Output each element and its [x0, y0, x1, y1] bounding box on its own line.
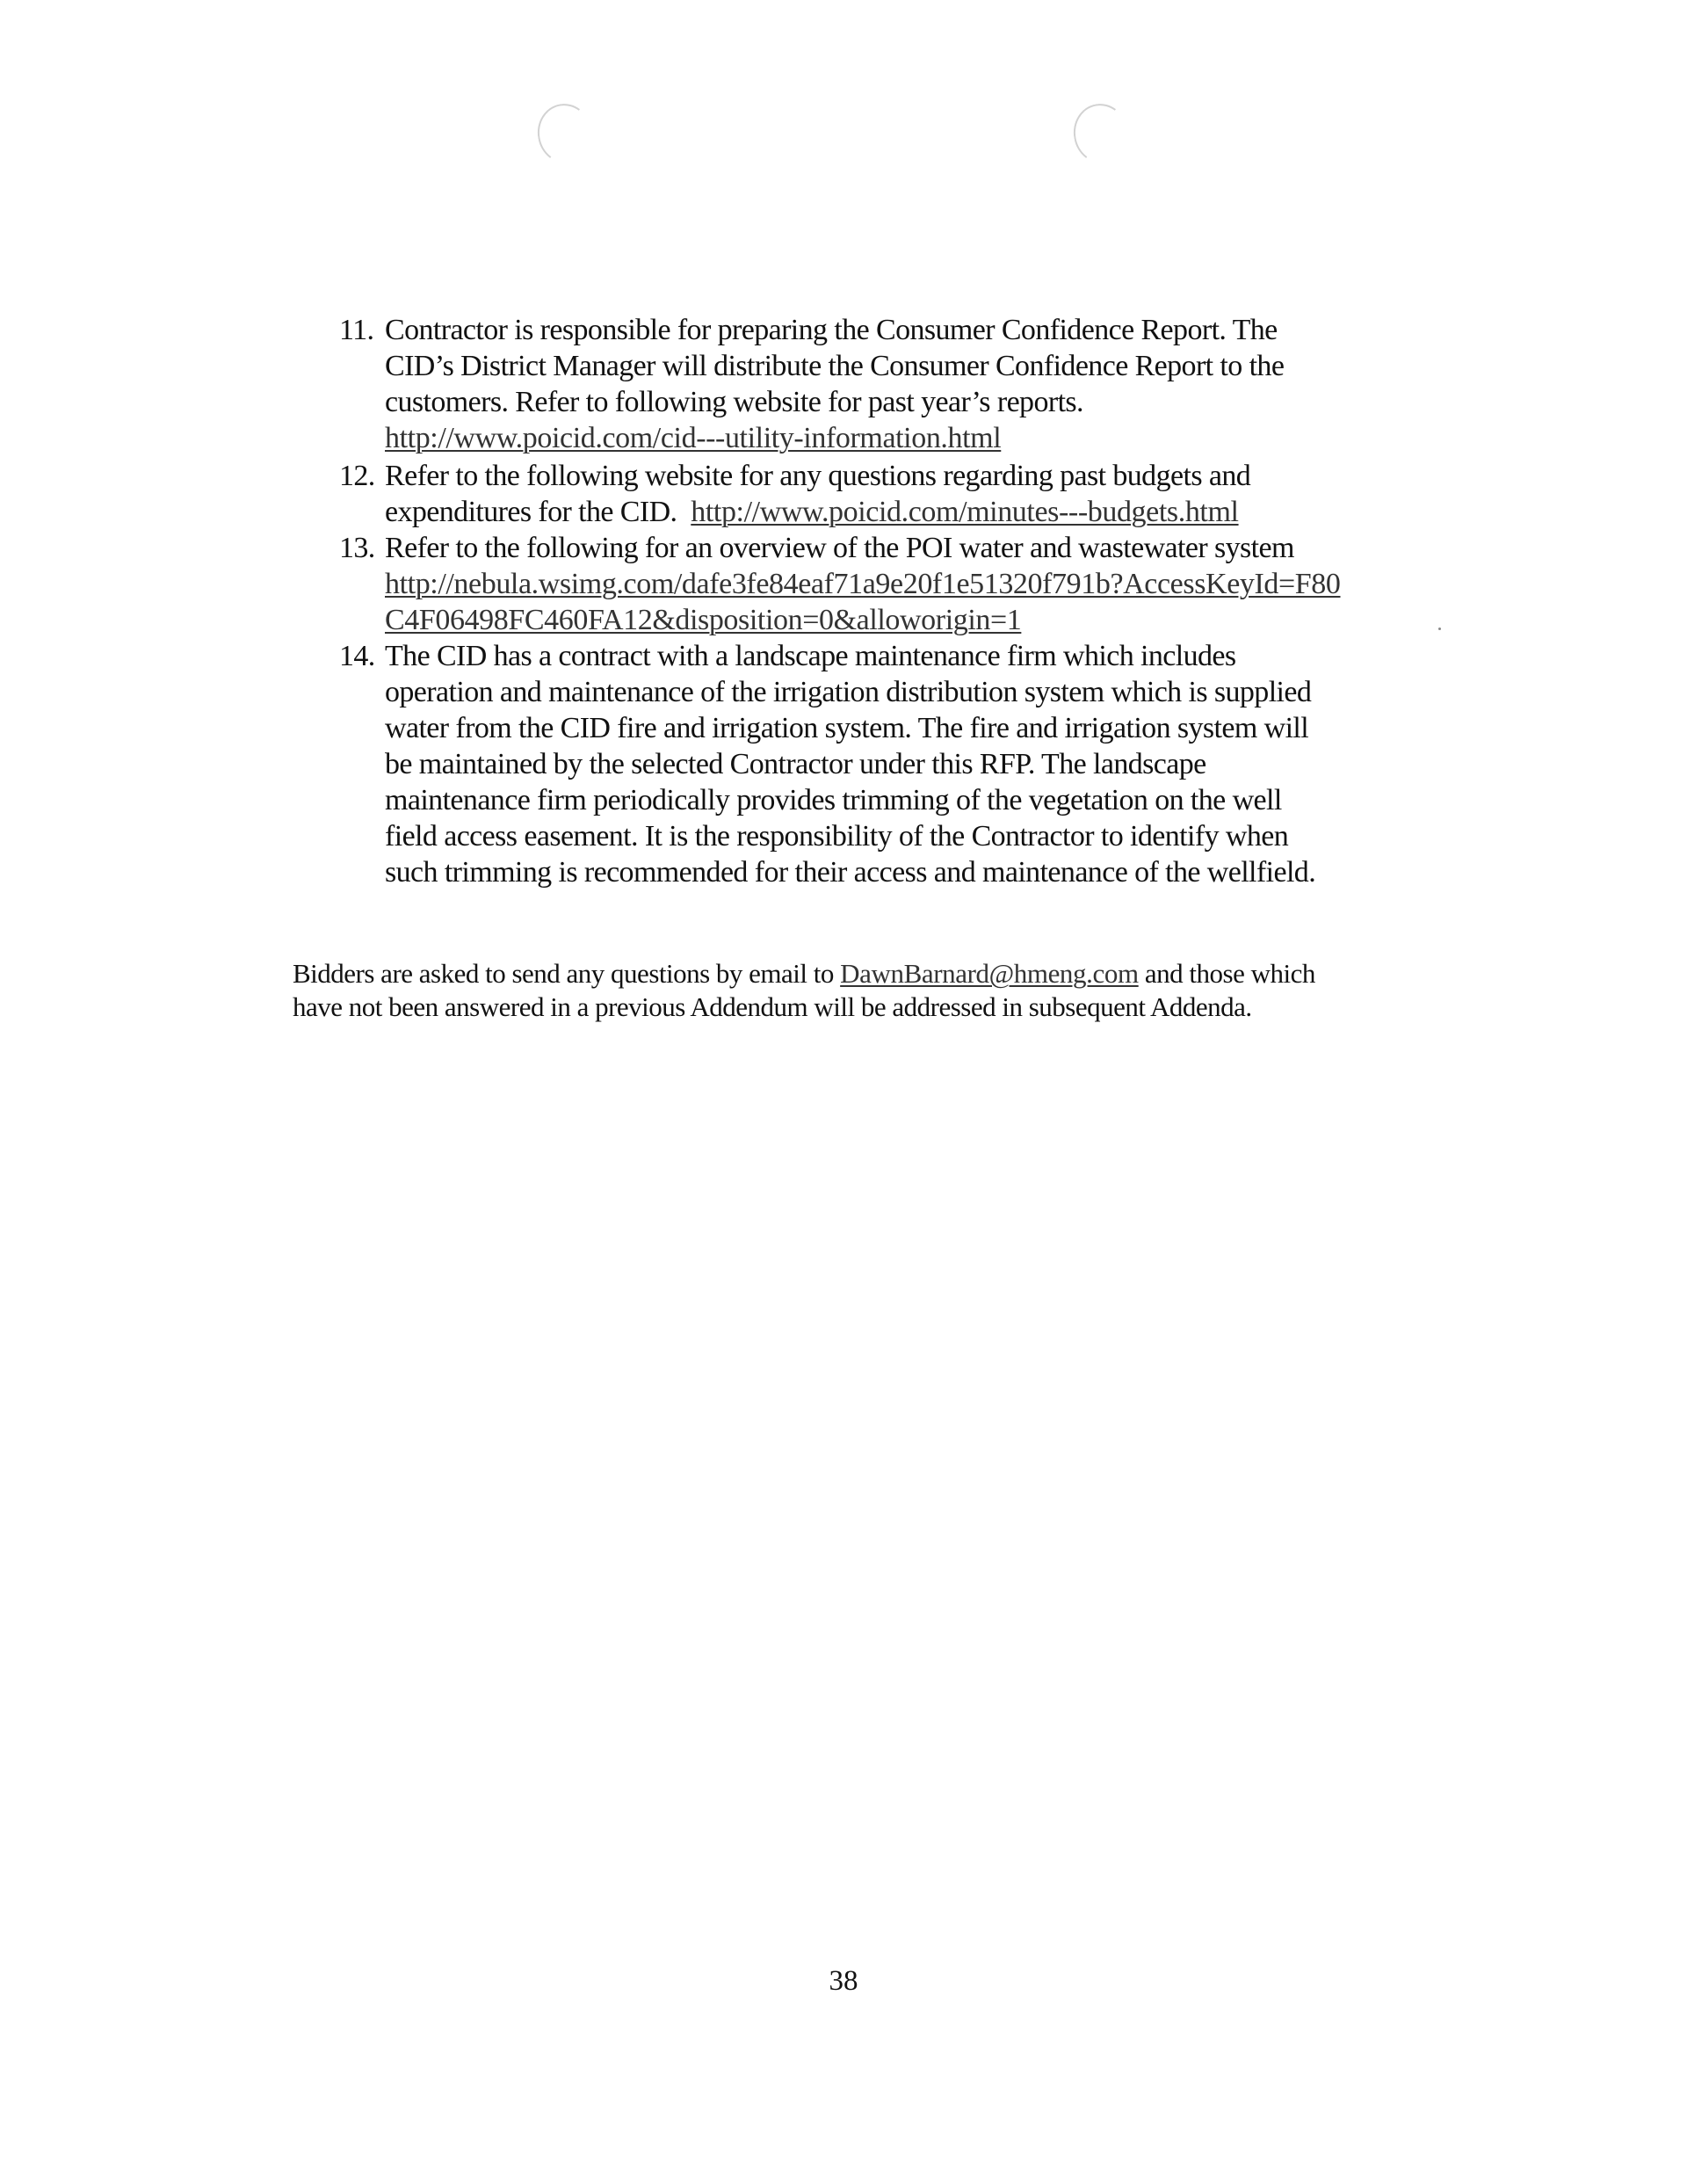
list-item-14: [339, 638, 1437, 890]
item-text-line: CID’s District Manager will distribute the Consumer Confidence Report to the: [385, 350, 1285, 382]
item-body: [385, 638, 1437, 890]
item-number: 14.: [339, 640, 375, 672]
item-text-line: water from the CID fire and irrigation system. The fire and irrigation system will: [385, 712, 1309, 744]
utility-information-link[interactable]: http://www.poicid.com/cid---utility-information.html: [385, 422, 1002, 454]
closing-text: and those which: [1138, 958, 1315, 989]
item-text-line: maintenance firm periodically provides trimming of the vegetation on the well: [385, 784, 1282, 816]
punch-hole-right: [1069, 99, 1133, 168]
item-text-line: Refer to the following for an overview of the POI water and wastewater system: [385, 532, 1294, 564]
item-body: [385, 458, 1437, 530]
closing-text: Bidders are asked to send any questions by email to: [293, 958, 841, 989]
item-number: 13.: [339, 532, 375, 564]
item-body: [385, 312, 1437, 456]
item-text-line: operation and maintenance of the irrigation distribution system which is supplied: [385, 676, 1312, 708]
item-body: [385, 530, 1437, 638]
item-text-line: customers. Refer to following website for past year’s reports.: [385, 386, 1083, 418]
item-number: 12.: [339, 460, 375, 492]
minutes-budgets-link[interactable]: http://www.poicid.com/minutes---budgets.html: [691, 496, 1239, 528]
email-link[interactable]: DawnBarnard@hmeng.com: [840, 958, 1139, 989]
list-item-12: [339, 458, 1437, 530]
scan-speck: [1438, 628, 1441, 630]
item-text-line: field access easement. It is the responsibility of the Contractor to identify when: [385, 820, 1289, 853]
item-text-line: Contractor is responsible for preparing the Consumer Confidence Report. The: [385, 314, 1278, 346]
closing-paragraph: [293, 957, 1461, 1024]
system-overview-link-line-2[interactable]: C4F06498FC460FA12&disposition=0&alloworigin=1: [385, 604, 1022, 636]
page-number: 38: [829, 1965, 858, 1997]
list-item-11: [339, 312, 1437, 456]
system-overview-link-line-1[interactable]: http://nebula.wsimg.com/dafe3fe84eaf71a9e20f1e51320f791b?AccessKeyId=F80: [385, 568, 1341, 600]
item-text-line: Refer to the following website for any questions regarding past budgets and: [385, 460, 1251, 492]
item-text-line: be maintained by the selected Contractor under this RFP. The landscape: [385, 748, 1206, 780]
item-number: 11.: [339, 314, 374, 346]
closing-text-line: have not been answered in a previous Addendum will be addressed in subsequent Addenda.: [293, 991, 1252, 1022]
item-text-line: The CID has a contract with a landscape maintenance firm which includes: [385, 640, 1236, 672]
item-text-line: such trimming is recommended for their access and maintenance of the wellfield.: [385, 856, 1316, 889]
punch-hole-left: [533, 99, 597, 168]
item-text: expenditures for the CID.: [385, 496, 691, 528]
list-item-13: [339, 530, 1437, 638]
